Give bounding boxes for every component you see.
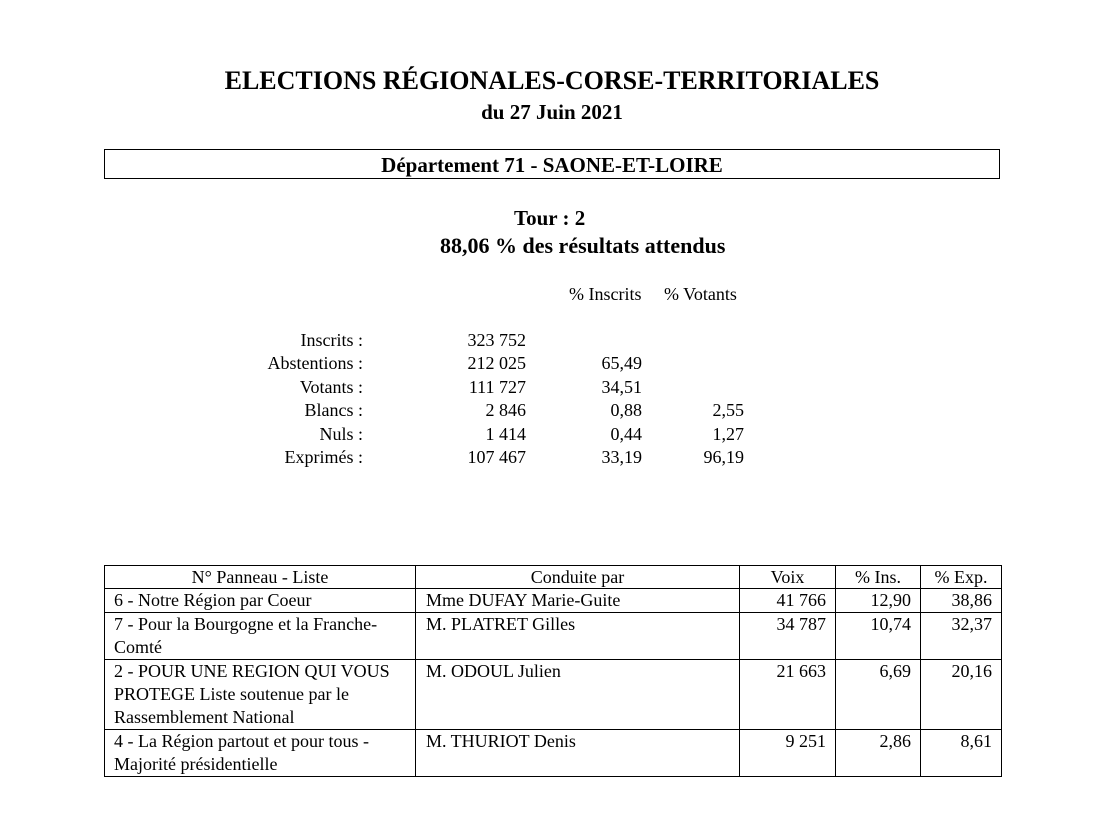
stat-value: 107 467 — [467, 446, 526, 467]
stat-pct-inscrits: 0,88 — [610, 400, 642, 421]
table-header-row — [105, 566, 1002, 589]
cell-conduite: M. PLATRET Gilles — [416, 613, 740, 660]
cell-liste: 2 - POUR UNE REGION QUI VOUS PROTEGE Liste soutenue par le Rassemblement National — [105, 660, 416, 730]
stat-pct-votants: 96,19 — [703, 446, 744, 467]
stat-pct-inscrits: 65,49 — [601, 353, 642, 374]
stat-label: Inscrits : — [300, 330, 363, 350]
table-row — [105, 589, 1002, 613]
cell-conduite: M. THURIOT Denis — [416, 730, 740, 777]
header-pct-exp: % Exp. — [921, 566, 1002, 589]
stat-value: 212 025 — [467, 353, 526, 374]
tour-label: Tour : 2 — [514, 206, 586, 230]
cell-voix: 41 766 — [740, 589, 836, 613]
column-header-pct-inscrits: % Inscrits — [569, 284, 642, 304]
table-row — [105, 730, 1002, 777]
cell-liste: 4 - La Région partout et pour tous - Majorité présidentielle — [105, 730, 416, 777]
stat-label: Abstentions : — [267, 353, 363, 374]
cell-voix: 9 251 — [740, 730, 836, 777]
stat-row-blancs — [0, 400, 800, 423]
cell-pct-ins: 10,74 — [836, 613, 921, 660]
cell-liste: 7 - Pour la Bourgogne et la Franche-Comté — [105, 613, 416, 660]
header-conduite: Conduite par — [416, 566, 740, 589]
stat-value: 111 727 — [468, 376, 526, 397]
stat-row-votants — [0, 377, 800, 400]
stat-value: 1 414 — [485, 423, 526, 444]
stat-value: 323 752 — [467, 330, 526, 350]
stat-row-exprimes — [0, 447, 800, 470]
cell-voix: 34 787 — [740, 613, 836, 660]
table-row — [105, 660, 1002, 730]
cell-conduite: Mme DUFAY Marie-Guite — [416, 589, 740, 613]
header-liste: N° Panneau - Liste — [105, 566, 416, 589]
cell-pct-exp: 32,37 — [921, 613, 1002, 660]
stat-pct-inscrits: 34,51 — [601, 376, 642, 397]
stat-row-inscrits — [0, 330, 800, 353]
department-box: Département 71 - SAONE-ET-LOIRE — [104, 149, 1000, 179]
election-date: du 27 Juin 2021 — [481, 100, 623, 124]
cell-pct-exp: 38,86 — [921, 589, 1002, 613]
stat-label: Blancs : — [304, 400, 363, 421]
stats-block — [0, 330, 800, 470]
header-voix: Voix — [740, 566, 836, 589]
stat-value: 2 846 — [485, 400, 526, 421]
page-title: ELECTIONS RÉGIONALES-CORSE-TERRITORIALES — [224, 66, 880, 95]
stat-row-abstentions — [0, 353, 800, 376]
cell-pct-exp: 20,16 — [921, 660, 1002, 730]
cell-liste: 6 - Notre Région par Coeur — [105, 589, 416, 613]
cell-pct-exp: 8,61 — [921, 730, 1002, 777]
stat-label: Exprimés : — [284, 446, 363, 467]
stat-pct-votants: 2,55 — [712, 400, 744, 421]
table-row — [105, 613, 1002, 660]
cell-voix: 21 663 — [740, 660, 836, 730]
header-pct-ins: % Ins. — [836, 566, 921, 589]
results-table — [104, 565, 1002, 777]
stat-row-nuls — [0, 424, 800, 447]
column-header-pct-votants: % Votants — [664, 284, 737, 304]
stat-label: Nuls : — [319, 423, 363, 444]
cell-pct-ins: 6,69 — [836, 660, 921, 730]
cell-conduite: M. ODOUL Julien — [416, 660, 740, 730]
cell-pct-ins: 12,90 — [836, 589, 921, 613]
stat-pct-inscrits: 33,19 — [601, 446, 642, 467]
cell-pct-ins: 2,86 — [836, 730, 921, 777]
stat-pct-votants: 1,27 — [712, 423, 744, 444]
stat-label: Votants : — [299, 376, 363, 397]
stat-pct-inscrits: 0,44 — [610, 423, 642, 444]
results-progress: 88,06 % des résultats attendus — [440, 233, 726, 258]
